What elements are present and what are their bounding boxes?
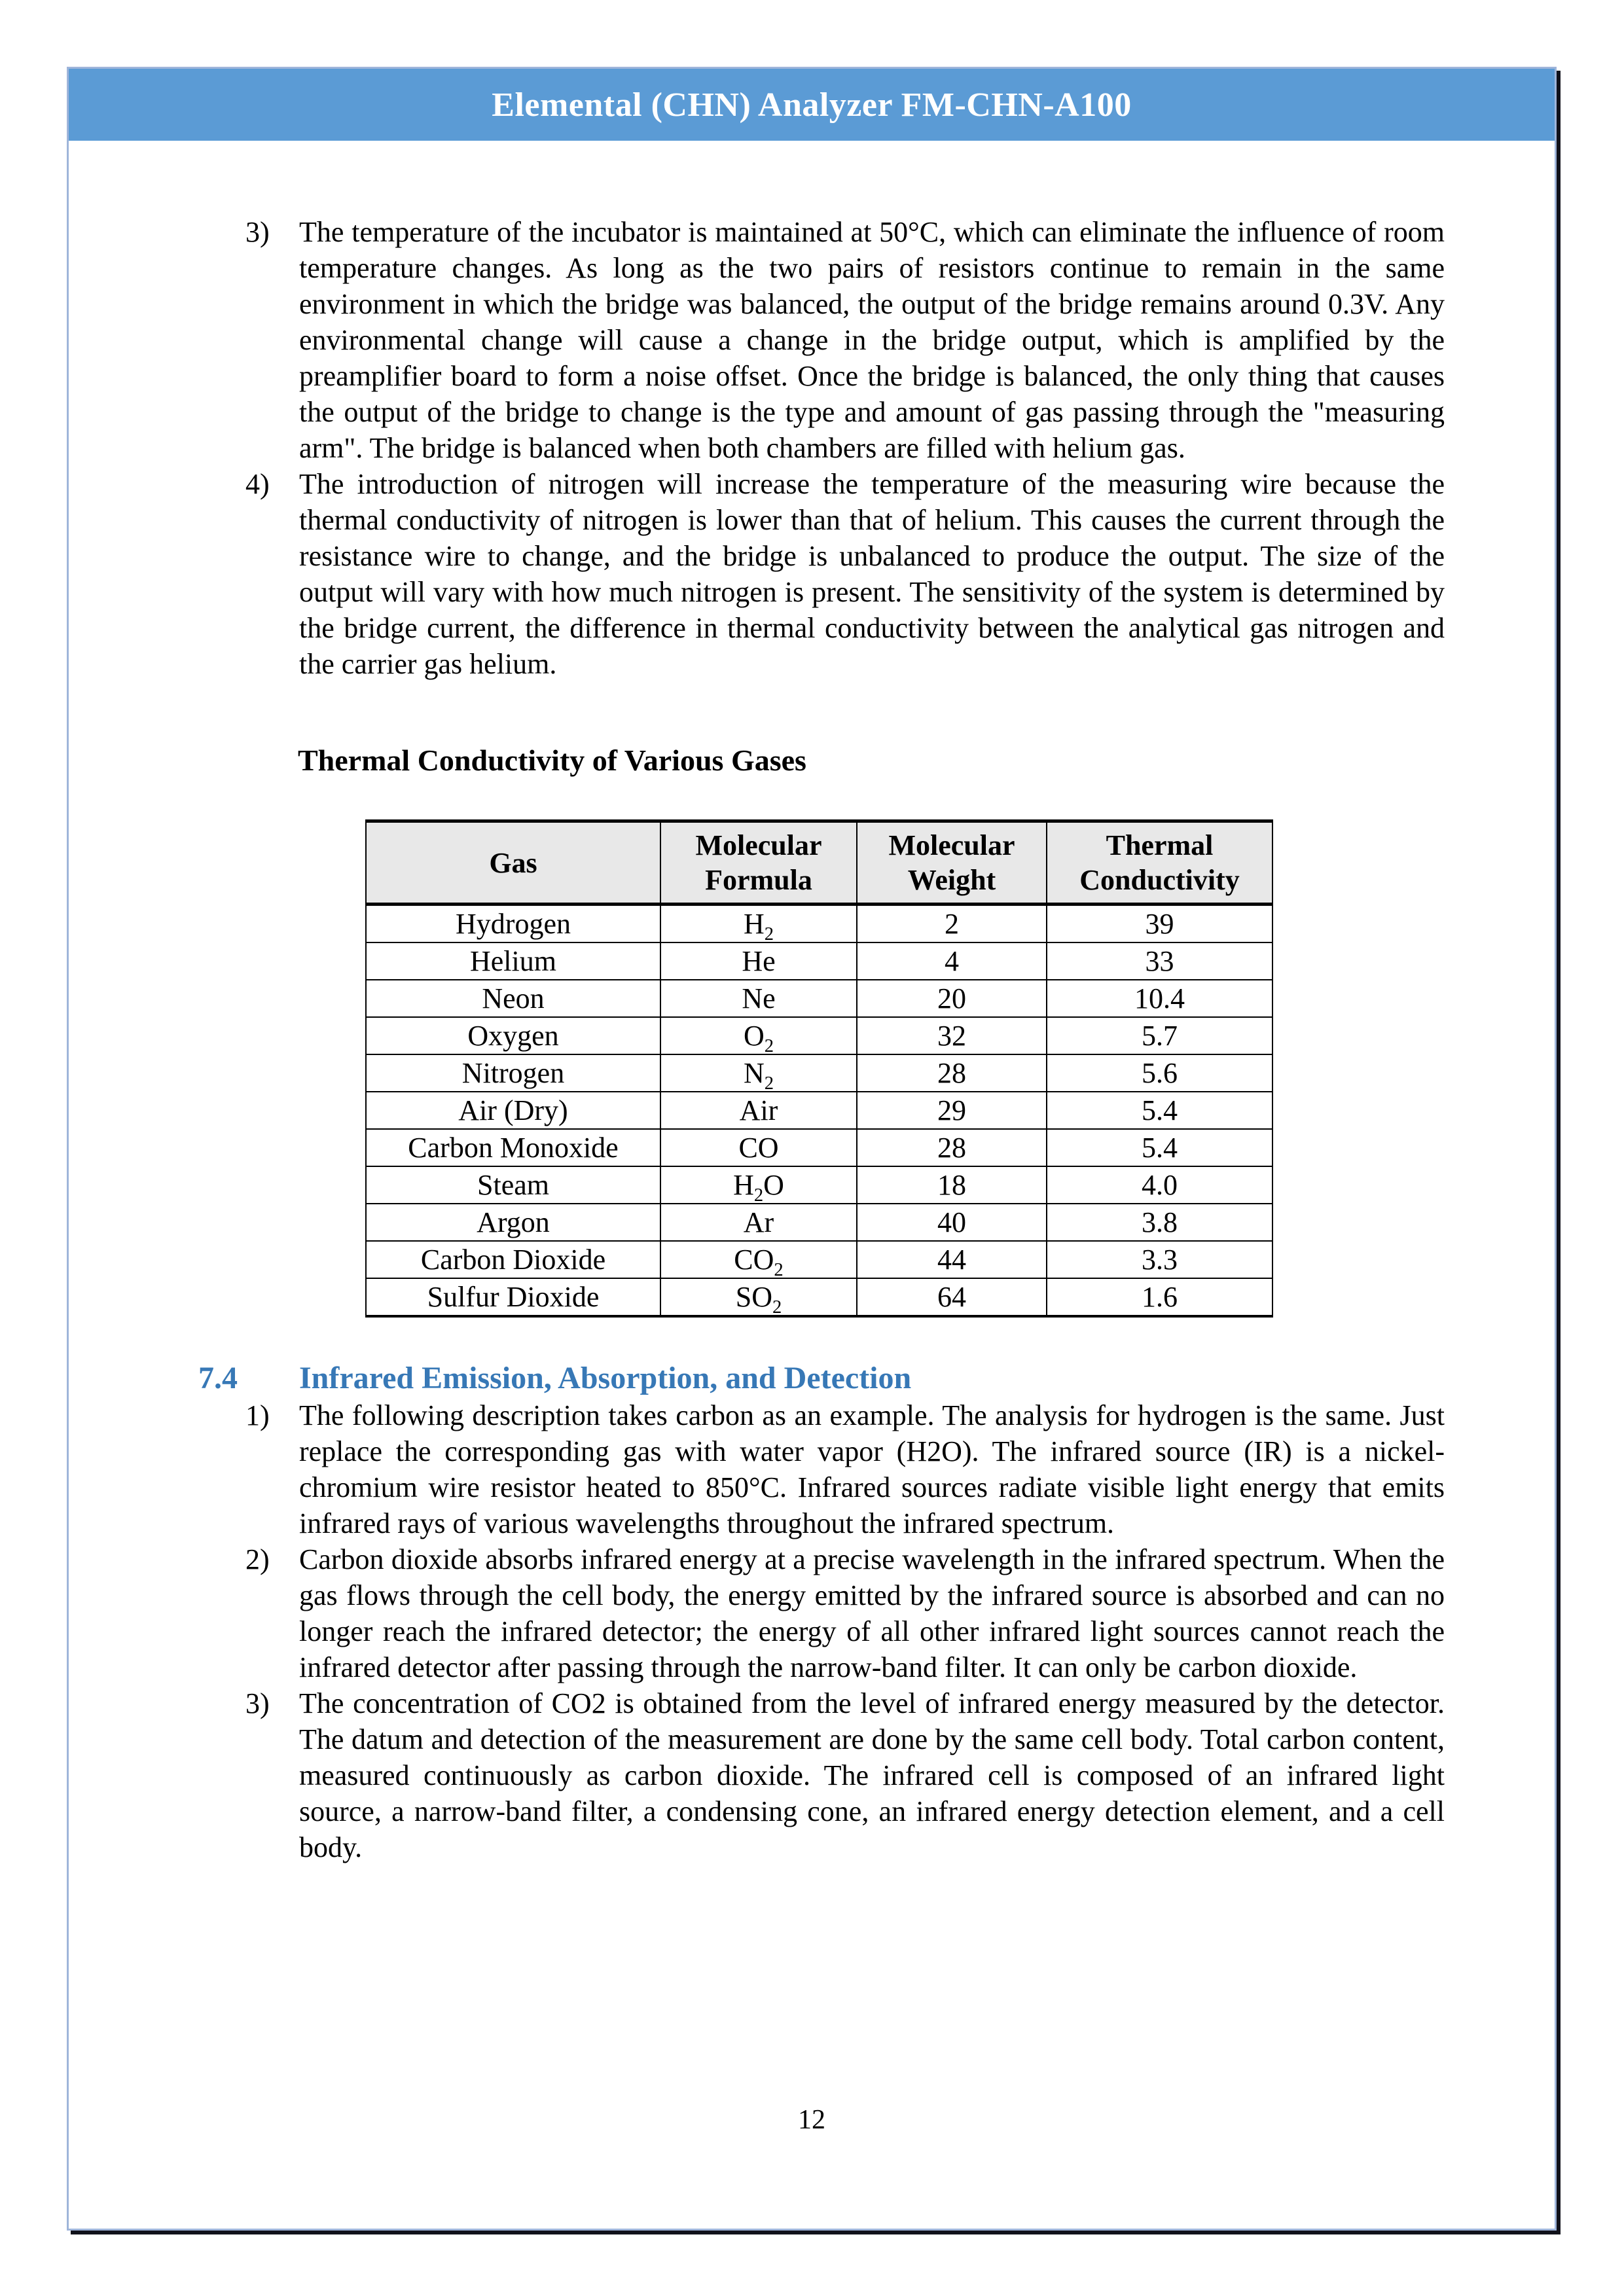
gas-cell: Oxygen (366, 1017, 660, 1054)
conductivity-cell: 33 (1047, 942, 1272, 980)
gas-cell: Steam (366, 1166, 660, 1204)
formula-cell: $H_2O$ (660, 1166, 857, 1204)
page-number: 12 (798, 2105, 825, 2135)
formula-cell: Ar (660, 1204, 857, 1241)
conductivity-cell: 5.4 (1047, 1129, 1272, 1166)
weight-cell: 29 (857, 1092, 1047, 1129)
section-title: Infrared Emission, Absorption, and Detection (299, 1361, 912, 1395)
item-marker: 3) (245, 216, 270, 248)
formula-cell: $N_2$ (660, 1054, 857, 1092)
table-row (366, 1129, 1272, 1166)
gas-cell: Hydrogen (366, 905, 660, 943)
table-row (366, 905, 1272, 943)
item-text: The introduction of nitrogen will increase the temperature of the measuring wire because the thermal conductivity of nitrogen is lower than that of helium. This causes the current through the resistance wire to change, and the bridge is unbalanced to produce the output. The size of the output will vary with how much nitrogen is present. The sensitivity of the system is determined by the bridge current, the difference in thermal conductivity between the analytical gas nitrogen and the carrier gas helium. (299, 468, 1445, 680)
gas-cell: Neon (366, 980, 660, 1017)
column-header-gas: Gas (366, 821, 660, 905)
list-item (69, 1397, 1555, 1541)
weight-cell: 18 (857, 1166, 1047, 1204)
item-text: The temperature of the incubator is maintained at 50°C, which can eliminate the influence of room temperature changes. As long as the two pairs of resistors continue to remain in the same environment in which the bridge was balanced, the output of the bridge remains around 0.3V. Any environmental change will cause a change in the bridge output, which is amplified by the preamplifier board to form a noise offset. Once the bridge is balanced, the only thing that causes the output of the bridge to change is the type and amount of gas passing through the "measuring arm". The bridge is balanced when both chambers are filled with helium gas. (299, 216, 1445, 464)
formula-cell: CO (660, 1129, 857, 1166)
gas-cell: Carbon Monoxide (366, 1129, 660, 1166)
header-bar (69, 69, 1555, 141)
list-item (69, 1541, 1555, 1685)
column-header-weight: Molecular Weight (857, 821, 1047, 905)
table-row (366, 1054, 1272, 1092)
table-row (366, 1278, 1272, 1316)
conductivity-cell: 1.6 (1047, 1278, 1272, 1316)
conductivity-cell: 3.8 (1047, 1204, 1272, 1241)
gas-cell: Nitrogen (366, 1054, 660, 1092)
gas-table (365, 819, 1273, 1318)
item-text: The following description takes carbon as an example. The analysis for hydrogen is the same. Just replace the corresponding gas with water vapor (H2O). The infrared source (IR) is a nickel-chromium wire resistor heated to 850°C. Infrared sources radiate visible light energy that emits infrared rays of various wavelengths throughout the infrared spectrum. (299, 1399, 1445, 1539)
table-row (366, 980, 1272, 1017)
weight-cell: 40 (857, 1204, 1047, 1241)
conductivity-cell: 5.6 (1047, 1054, 1272, 1092)
conductivity-cell: 10.4 (1047, 980, 1272, 1017)
weight-cell: 4 (857, 942, 1047, 980)
gas-cell: Sulfur Dioxide (366, 1278, 660, 1316)
formula-cell: Air (660, 1092, 857, 1129)
infrared-paragraph-list (69, 1397, 1555, 1865)
item-text: Carbon dioxide absorbs infrared energy at a precise wavelength in the infrared spectrum. When the gas flows through the cell body, the energy emitted by the infrared source is absorbed and can no longer reach the infrared detector; the energy of all other infrared light sources cannot reach the infrared detector after passing through the narrow-band filter. It can only be carbon dioxide. (299, 1543, 1445, 1683)
gas-cell: Carbon Dioxide (366, 1241, 660, 1278)
formula-cell: $SO_2$ (660, 1278, 857, 1316)
table-caption: Thermal Conductivity of Various Gases (298, 744, 806, 777)
header-row (366, 821, 1272, 905)
formula-cell: Ne (660, 980, 857, 1017)
item-text: The concentration of CO2 is obtained from the level of infrared energy measured by the detector. The datum and detection of the measurement are done by the same cell body. Total carbon content, measured continuously as carbon dioxide. The infrared cell is composed of an infrared light source, a narrow-band filter, a condensing cone, an infrared energy detection element, and a cell body. (299, 1687, 1445, 1863)
gas-cell: Helium (366, 942, 660, 980)
conductivity-cell: 5.4 (1047, 1092, 1272, 1129)
weight-cell: 64 (857, 1278, 1047, 1316)
conductivity-cell: 3.3 (1047, 1241, 1272, 1278)
column-header-formula: Molecular Formula (660, 821, 857, 905)
list-item (69, 466, 1555, 682)
weight-cell: 32 (857, 1017, 1047, 1054)
gas-table-body (366, 905, 1272, 1317)
item-marker: 4) (245, 468, 270, 500)
item-marker: 3) (245, 1687, 270, 1719)
conductivity-cell: 39 (1047, 905, 1272, 943)
page-title: Elemental (CHN) Analyzer FM-CHN-A100 (492, 86, 1132, 124)
table-row (366, 1166, 1272, 1204)
formula-cell: $O_2$ (660, 1017, 857, 1054)
weight-cell: 28 (857, 1054, 1047, 1092)
weight-cell: 28 (857, 1129, 1047, 1166)
page-frame (67, 67, 1557, 2231)
formula-cell: $H_2$ (660, 905, 857, 943)
gas-table-header (366, 821, 1272, 905)
gas-cell: Air (Dry) (366, 1092, 660, 1129)
weight-cell: 2 (857, 905, 1047, 943)
table-row (366, 1204, 1272, 1241)
table-row (366, 1092, 1272, 1129)
formula-cell: $CO_2$ (660, 1241, 857, 1278)
table-row (366, 942, 1272, 980)
weight-cell: 44 (857, 1241, 1047, 1278)
conductivity-cell: 5.7 (1047, 1017, 1272, 1054)
section-heading (198, 1359, 1555, 1397)
formula-cell: He (660, 942, 857, 980)
page-content (69, 141, 1555, 1865)
conductivity-cell: 4.0 (1047, 1166, 1272, 1204)
section-number: 7.4 (198, 1361, 238, 1395)
list-item (69, 214, 1555, 466)
gas-cell: Argon (366, 1204, 660, 1241)
column-header-conductivity: Thermal Conductivity (1047, 821, 1272, 905)
item-marker: 1) (245, 1399, 270, 1431)
item-marker: 2) (245, 1543, 270, 1575)
table-row (366, 1017, 1272, 1054)
bridge-paragraph-list (69, 214, 1555, 682)
table-row (366, 1241, 1272, 1278)
list-item (69, 1685, 1555, 1865)
weight-cell: 20 (857, 980, 1047, 1017)
